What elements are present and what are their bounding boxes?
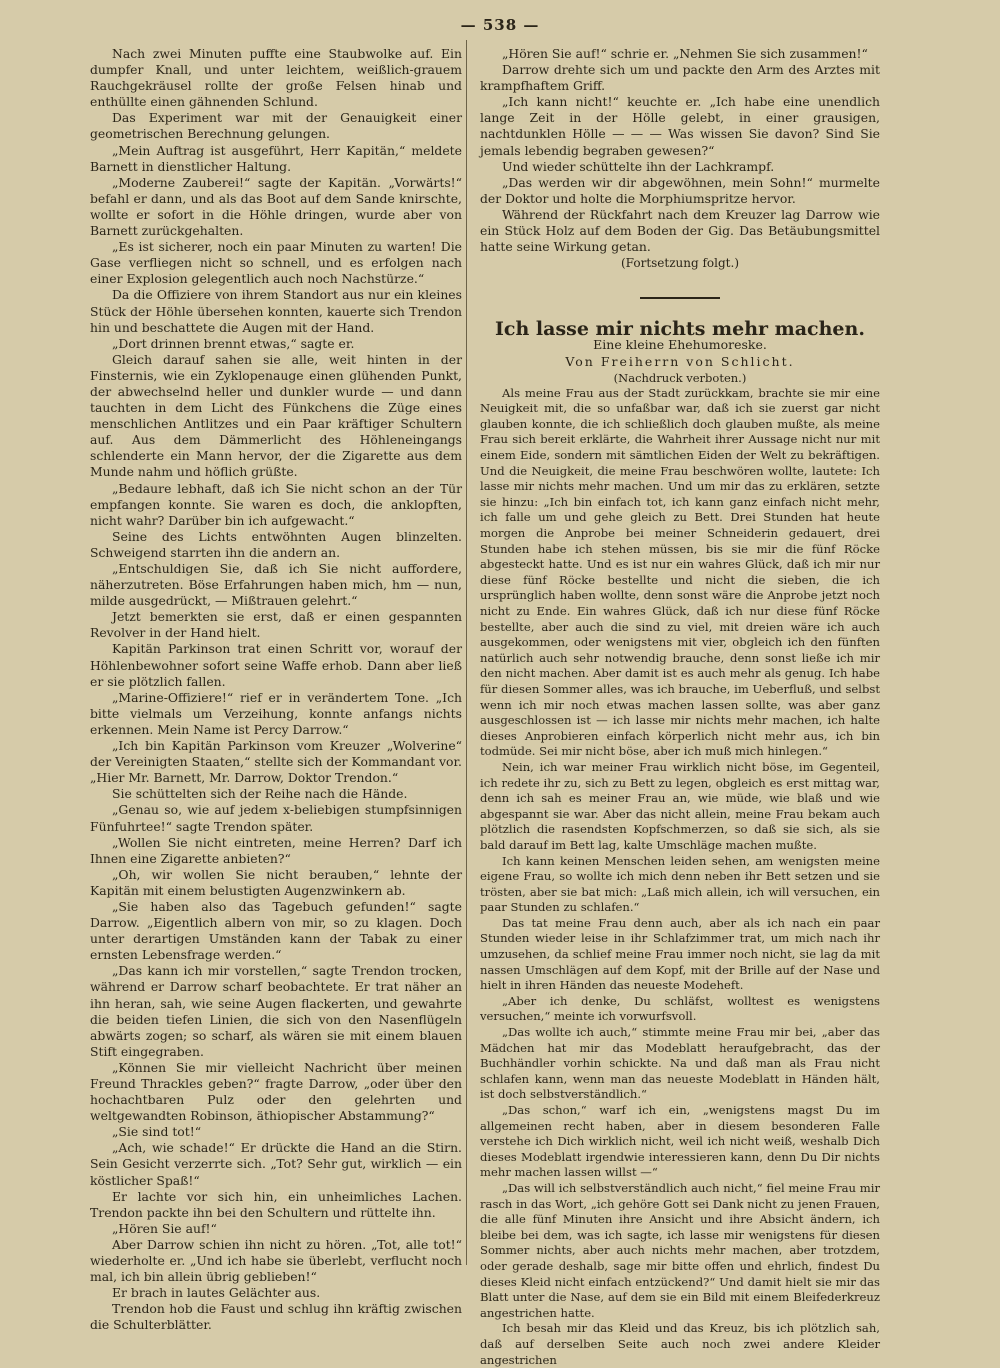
paragraph: Das tat meine Frau denn auch, aber als ich nach ein paar Stunden wieder leise in ihr Schlafzimmer trat, um mich nach ihr umzusehen, da schlief meine Frau immer noch nicht, sie lag da mit nassen Umschlägen auf dem Kopf, mit der Brille auf der Nase und hielt in ihren Händen das neueste Modeheft. (480, 915, 880, 993)
paragraph: „Dort drinnen brennt etwas,“ sagte er. (112, 335, 355, 351)
paragraph: „Aber ich denke, Du schläfst, wolltest es wenigstens versuchen,“ meinte ich vorwurfsvoll. (480, 993, 880, 1024)
section-separator (640, 297, 720, 299)
serial-story-end (480, 46, 880, 255)
paragraph: Das Experiment war mit der Genauigkeit einer geometrischen Berechnung gelungen. (90, 110, 462, 142)
story-subtitle: Eine kleine Ehehumoreske. (593, 337, 767, 353)
paragraph: Er lachte vor sich hin, ein unheimliches Lachen. Trendon packte ihn bei den Schultern und rüttelte ihn. (90, 1188, 462, 1220)
paragraph: Gleich darauf sahen sie alle, weit hinten in der Finsternis, wie ein Zyklopenauge einen glühenden Punkt, der abwechselnd heller und dunkler wurde — und dann tauchten in dem Licht des Fünkchens die Züge eines menschlichen Antlitzes und ein Paar kräftiger Schultern auf. Aus dem Dämmerlicht des Höhleneingangs schlenderte ein Mann hervor, der die Zigarette aus dem Munde nahm und höflich grüßte. (90, 351, 462, 480)
paragraph: Nach zwei Minuten puffte eine Staubwolke auf. Ein dumpfer Knall, und unter leichtem, weißlich-grauem Rauchgekräusel rollte der große Felsen hinab und enthüllte einen gähnenden Schlund. (90, 46, 462, 110)
paragraph: „Das schon,“ warf ich ein, „wenigstens magst Du im allgemeinen recht haben, aber in diesem besonderen Falle verstehe ich Dich wirklich nicht, weil ich nicht weiß, weshalb Dich dieses Modeblatt irgendwie interessieren kann, denn Du Dir nichts mehr machen lassen willst —“ (480, 1103, 880, 1180)
column-divider (466, 40, 467, 1265)
paragraph: Kapitän Parkinson trat einen Schritt vor, worauf der Höhlenbewohner sofort seine Waffe erhob. Dann aber ließ er sie plötzlich fallen. (90, 641, 462, 689)
continuation-note: (Fortsetzung folgt.) (621, 256, 739, 271)
paragraph: Ich besah mir das Kleid und das Kreuz, bis ich plötzlich sah, daß auf derselben Seite auch noch zwei andere Kleider angestrichen (480, 1321, 880, 1367)
story-title: Ich lasse mir nichts mehr machen. (495, 318, 865, 341)
story-author: Von Freiherrn von Schlicht. (565, 353, 795, 369)
paragraph: „Sie sind tot!“ (112, 1124, 202, 1140)
paragraph: „Wollen Sie nicht eintreten, meine Herren? Darf ich Ihnen eine Zigarette anbieten?“ (90, 834, 462, 866)
paragraph: „Hören Sie auf!“ (112, 1220, 217, 1236)
paragraph: Darrow drehte sich um und packte den Arm des Arztes mit krampfhaftem Griff. (480, 62, 880, 94)
paragraph: „Das kann ich mir vorstellen,“ sagte Trendon trocken, während er Darrow scharf beobachtete. Er trat näher an ihn heran, sah, wie seine Augen flackerten, und gewahrte die beiden tiefen Linien, die sich von den Nasenflügeln abwärts zogen; so scharf, als wären sie mit einem blauen Stift eingegraben. (90, 963, 462, 1059)
paragraph: Nein, ich war meiner Frau wirklich nicht böse, im Gegenteil, ich redete ihr zu, sich zu Bett zu legen, obgleich es erst mittag war, denn ich sah es meiner Frau an, wie müde, wie blaß und wie abgespannt sie war. Aber das nicht allein, meine Frau bekam auch plötzlich die rasendsten Kopfschmerzen, so daß sie sich, als sie bald darauf im Bett lag, kalte Umschläge machen mußte. (480, 759, 880, 852)
reprint-note: (Nachdruck verboten.) (613, 370, 747, 385)
paragraph: „Mein Auftrag ist ausgeführt, Herr Kapitän,“ meldete Barnett in dienstlicher Haltung. (90, 142, 462, 174)
paragraph: Und wieder schüttelte ihn der Lachkrampf. (502, 158, 775, 174)
paragraph: „Das werden wir dir abgewöhnen, mein Sohn!“ murmelte der Doktor und holte die Morphiumspritze hervor. (480, 174, 880, 206)
paragraph: „Sie haben also das Tagebuch gefunden!“ sagte Darrow. „Eigentlich albern von mir, so zu klagen. Doch unter derartigen Umständen kann der Tabak zu einer ernsten Lebensfrage werden.“ (90, 898, 462, 963)
paragraph: „Moderne Zauberei!“ sagte der Kapitän. „Vorwärts!“ befahl er dann, und als das Boot auf dem Sande knirschte, wollte er sofort in die Höhle dringen, wurde aber von Barnett zurückgehalten. (90, 174, 462, 239)
paragraph: „Marine-Offiziere!“ rief er in verändertem Tone. „Ich bitte vielmals um Verzeihung, konnte anfangs nichts erkennen. Mein Name ist Percy Darrow.“ (90, 689, 462, 737)
paragraph: „Genau so, wie auf jedem x-beliebigen stumpfsinnigen Fünfuhrtee!“ sagte Trendon später. (90, 802, 462, 834)
paragraph: „Können Sie mir vielleicht Nachricht über meinen Freund Thrackles geben?“ fragte Darrow, „oder über den hochachtbaren Pulz oder den gelehrten und weltgewandten Robinson, äthiopischer Abstammung?“ (90, 1059, 462, 1124)
paragraph: Sie schüttelten sich der Reihe nach die Hände. (112, 786, 408, 802)
paragraph: Trendon hob die Faust und schlug ihn kräftig zwischen die Schulterblätter. (90, 1301, 462, 1333)
paragraph: „Das will ich selbstverständlich auch nicht,“ fiel meine Frau mir rasch in das Wort, „ich gehöre Gott sei Dank nicht zu jenen Frauen, die alle fünf Minuten ihre Ansicht und ihre Absicht ändern, ich bleibe bei dem, was ich sagte, ich lasse mir wenigstens für diesen Sommer nichts, aber auch nichts mehr machen, aber trotzdem, oder gerade deshalb, sage mir bitte offen und ehrlich, findest Du dieses Kleid nicht einfach entzückend?“ Und damit hielt sie mir das Blatt unter die Nase, auf dem sie ein Bild mit einem Bleifederkreuz angestrichen hatte. (480, 1180, 880, 1320)
paragraph: „Ach, wie schade!“ Er drückte die Hand an die Stirn. Sein Gesicht verzerrte sich. „Tot? Sehr gut, wirklich — ein köstlicher Spaß!“ (90, 1140, 462, 1188)
paragraph: Als meine Frau aus der Stadt zurückkam, brachte sie mir eine Neuigkeit mit, die so unfaßbar war, daß ich sie zuerst gar nicht glauben konnte, die ich schließlich doch glauben mußte, als meine Frau sich bereit erklärte, die Wahrheit ihrer Aussage nicht nur mit einem Eide, sondern mit sämtlichen Eiden der Welt zu bekräftigen. Und die Neuigkeit, die meine Frau beschwören wollte, lautete: Ich lasse mir nichts mehr machen. Und um mir das zu erklären, setzte sie hinzu: „Ich bin einfach tot, ich kann ganz einfach nicht mehr, ich falle um und gehe gleich zu Bett. Drei Stunden hat heute morgen die Anprobe bei meiner Schneiderin gedauert, drei Stunden habe ich stehen müssen, bis sie mir die fünf Röcke abgesteckt hatte. Und es ist nur ein wahres Glück, daß ich mir nur diese fünf Röcke bestellte und nicht die sieben, die ich ursprünglich haben wollte, denn sonst wäre die Anprobe jetzt noch nicht zu Ende. Ein wahres Glück, daß ich nur diese fünf Röcke bestellte, aber auch die sind zu viel, mit dreien wäre ich auch ausgekommen, oder wenigstens mit vier, obgleich ich den fünften natürlich auch sehr notwendig brauche, denn sonst ließe ich mir den nicht machen. Aber damit ist es auch mehr als genug. Ich habe für diesen Sommer alles, was ich brauche, im Ueberfluß, und selbst wenn ich mir noch etwas machen lassen sollte, was aber ganz ausgeschlossen ist — ich lasse mir nichts mehr machen, ich halte dieses Anprobieren einfach körperlich nicht mehr aus, ich bin todmüde. Sei mir nicht böse, aber ich muß mich hinlegen.“ (480, 385, 880, 759)
paragraph: „Hören Sie auf!“ schrie er. „Nehmen Sie sich zusammen!“ (502, 46, 868, 61)
story-body (480, 386, 880, 1368)
page-number: — 538 — (460, 16, 540, 34)
paragraph: Er brach in lautes Gelächter aus. (112, 1285, 321, 1301)
paragraph: „Es ist sicherer, noch ein paar Minuten zu warten! Die Gase verfliegen nicht so schnell, und es erfolgen nach einer Explosion gelegentlich auch noch Nachstürze.“ (90, 239, 462, 287)
paragraph: „Ich kann nicht!“ keuchte er. „Ich habe eine unendlich lange Zeit in der Hölle gelebt, in einer grausigen, nachtdunklen Hölle — — — Was wissen Sie davon? Sind Sie jemals lebendig begraben gewesen?“ (480, 94, 880, 158)
paragraph: „Oh, wir wollen Sie nicht berauben,“ lehnte der Kapitän mit einem belustigten Augenzwinkern ab. (90, 866, 462, 898)
paragraph: Während der Rückfahrt nach dem Kreuzer lag Darrow wie ein Stück Holz auf dem Boden der Gig. Das Betäubungsmittel hatte seine Wirkung getan. (480, 206, 880, 255)
paragraph: Ich kann keinen Menschen leiden sehen, am wenigsten meine eigene Frau, so wollte ich mich denn neben ihr Bett setzen und sie trösten, aber sie bat mich: „Laß mich allein, ich will versuchen, ein paar Stunden zu schlafen.“ (480, 853, 880, 915)
paragraph: Aber Darrow schien ihn nicht zu hören. „Tot, alle tot!“ wiederholte er. „Und ich habe sie überlebt, verflucht noch mal, ich bin allein übrig geblieben!“ (90, 1236, 462, 1285)
paragraph: „Das wollte ich auch,“ stimmte meine Frau mir bei, „aber das Mädchen hat mir das Modeblatt heraufgebracht, das der Buchhändler vorhin schickte. Na und daß man als Frau nicht schlafen kann, wenn man das neueste Modeblatt in Händen hält, ist doch selbstverständlich.“ (480, 1025, 880, 1102)
right-column (480, 46, 880, 1368)
paragraph: Jetzt bemerkten sie erst, daß er einen gespannten Revolver in der Hand hielt. (90, 609, 462, 641)
paragraph: „Entschuldigen Sie, daß ich Sie nicht aufforderе, näherzutreten. Böse Erfahrungen haben mich, hm — nun, milde ausgedrückt, — Mißtrauen gelehrt.“ (90, 561, 462, 609)
paragraph: „Ich bin Kapitän Parkinson vom Kreuzer „Wolverine“ der Vereinigten Staaten,“ stellte sich der Kommandant vor. „Hier Mr. Barnett, Mr. Darrow, Doktor Trendon.“ (90, 738, 462, 786)
paragraph: „Bedaure lebhaft, daß ich Sie nicht schon an der Tür empfangen konnte. Sie waren es doch, die anklopften, nicht wahr? Darüber bin ich aufgewacht.“ (90, 480, 462, 528)
left-column (90, 46, 462, 1334)
paragraph: Seine des Lichts entwöhnten Augen blinzelten. Schweigend starrten ihn die andern an. (90, 528, 462, 560)
paragraph: Da die Offiziere von ihrem Standort aus nur ein kleines Stück der Höhle übersehen konnten, kauerte sich Trendon hin und beschattete die Augen mit der Hand. (90, 287, 462, 335)
